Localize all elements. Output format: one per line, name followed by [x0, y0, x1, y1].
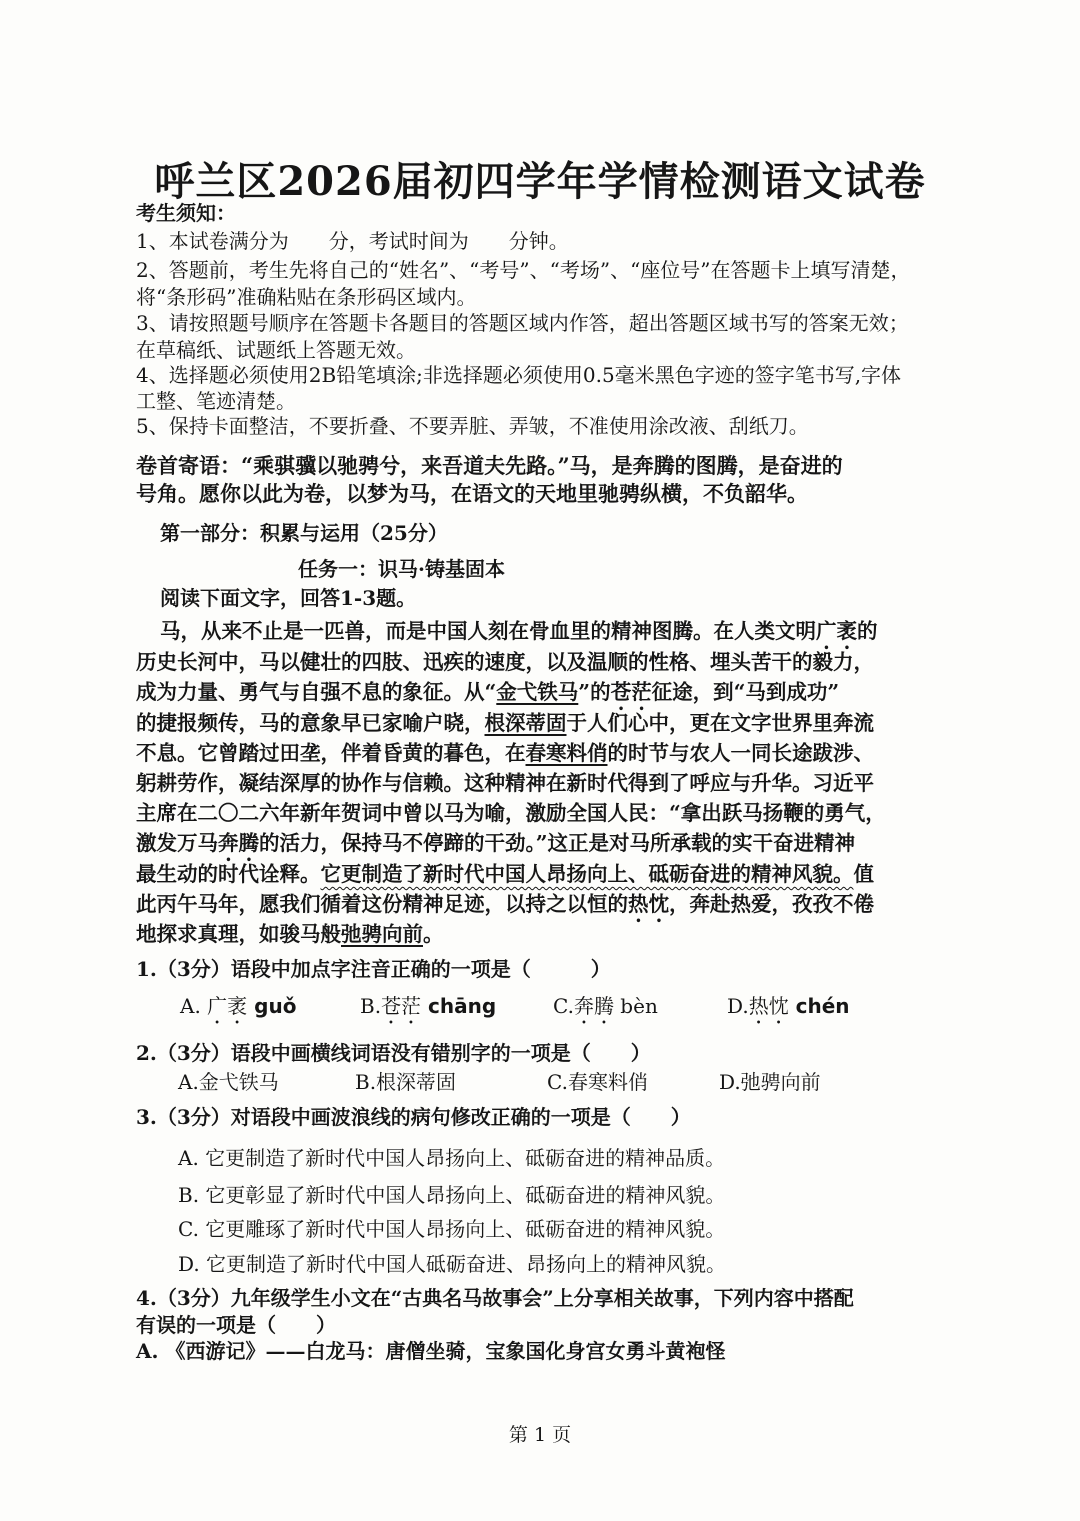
- passage-text: 的捷报频传，马的意象早已家喻户晓，: [136, 711, 485, 735]
- passage-line: [136, 740, 874, 766]
- q2-option-b: B.根深蒂固: [355, 1070, 457, 1094]
- part-heading: 第一部分：积累与运用（25分）: [160, 521, 448, 545]
- motto-line: 号角。愿你以此为卷，以梦为马，在语文的天地里驰骋纵横，不负韶华。: [136, 481, 808, 506]
- passage-text: 此丙午马年，愿我们循着这份精神足迹，以持之以恒的: [136, 892, 628, 916]
- q3-option-b: B. 它更彰显了新时代中国人昂扬向上、砥砺奋进的精神风貌。: [178, 1183, 726, 1207]
- passage-text: 的活力，保持马不停蹄的干劲。”这正是对马所承载的实干奋进精神: [259, 831, 856, 855]
- notice-item: 将“条形码”准确粘贴在条形码区域内。: [136, 285, 477, 309]
- underlined-word: 春寒料俏: [525, 741, 608, 765]
- dotted-word: 广袤: [816, 619, 857, 643]
- passage-text: 于人们心中，更在文字世界里奔流: [566, 711, 874, 735]
- notice-item: 在草稿纸、试题纸上答题无效。: [136, 338, 416, 362]
- underlined-word: 根深蒂固: [484, 711, 567, 735]
- q3-option-d: D. 它更制造了新时代中国人砥砺奋进、昂扬向上的精神风貌。: [178, 1252, 727, 1276]
- wavy-underlined-sentence: 它更制造了新时代中国人昂扬向上、砥砺奋进的精神风貌。: [320, 862, 854, 886]
- option-word: 奔腾: [573, 994, 614, 1018]
- passage-text: 不息。它曾踏过田垄，伴着昏黄的暮色，在: [136, 741, 526, 765]
- q2-option-c: C.春寒料俏: [547, 1070, 648, 1094]
- underlined-word: 金弋铁马: [496, 680, 579, 704]
- passage-text: 。: [423, 922, 444, 946]
- option-word: 热忱: [748, 994, 789, 1018]
- motto-line: 卷首寄语：“乘骐骥以驰骋兮，来吾道夫先路。”马，是奔腾的图腾，是奋进的: [136, 453, 843, 478]
- passage-line: [136, 710, 874, 736]
- passage-text: 成为力量、勇气与自强不息的象征。从“: [136, 680, 497, 704]
- passage-line: 躬耕劳作，凝结深厚的协作与信赖。这种精神在新时代得到了呼应与升华。习近平: [136, 771, 874, 795]
- notice-item: 工整、笔迹清楚。: [136, 389, 296, 413]
- page-number: 第 1 页: [508, 1424, 572, 1446]
- q3-option-c: C. 它更雕琢了新时代中国人昂扬向上、砥砺奋进的精神风貌。: [178, 1217, 726, 1241]
- option-pinyin: bèn: [613, 994, 658, 1018]
- q4-option-a: A. 《西游记》——白龙马：唐僧坐骑，宝象国化身宫女勇斗黄袍怪: [136, 1339, 726, 1363]
- passage-text: ”的: [578, 680, 611, 704]
- question-1-stem: 1.（3分）语段中加点字注音正确的一项是（ ）: [136, 957, 611, 981]
- notice-heading: 考生须知：: [136, 201, 236, 225]
- passage-line: [136, 921, 444, 947]
- reading-instruction: 阅读下面文字，回答1-3题。: [160, 586, 417, 610]
- passage-text: ，奔赴热爱，孜孜不倦: [669, 892, 874, 916]
- passage-line: [136, 861, 874, 887]
- passage-line: 主席在二〇二六年新年贺词中曾以马为喻，激励全国人民：“拿出跃马扬鞭的勇气，: [136, 801, 886, 825]
- dotted-word: 苍茫: [610, 680, 652, 704]
- option-pinyin: chāng: [421, 994, 497, 1018]
- question-4-stem: 4.（3分）九年级学生小文在“古典名马故事会”上分享相关故事，下列内容中搭配: [136, 1286, 854, 1310]
- task-heading: 任务一：识马·铸基固本: [298, 557, 505, 581]
- option-letter: D.: [727, 994, 749, 1018]
- passage-text: 值: [853, 862, 874, 886]
- notice-item: 2、答题前，考生先将自己的“姓名”、“考号”、“考场”、“座位号”在答题卡上填写清楚，: [136, 258, 911, 282]
- passage-text: 的时节与农人一同长途跋涉、: [607, 741, 874, 765]
- passage-text: 地探求真理，如骏马般: [136, 922, 341, 946]
- option-pinyin: chén: [788, 994, 850, 1018]
- q1-option-d: [727, 990, 850, 1029]
- option-letter: A.: [180, 994, 208, 1018]
- option-word: 广袤: [207, 994, 248, 1018]
- question-3-stem: 3.（3分）对语段中画波浪线的病句修改正确的一项是（ ）: [136, 1105, 691, 1129]
- q1-option-c: [553, 990, 658, 1029]
- q2-option-d: D.弛骋向前: [719, 1070, 821, 1094]
- question-2-stem: 2.（3分）语段中画横线词语没有错别字的一项是（ ）: [136, 1041, 651, 1065]
- passage-text: 最生动的时代诠释。: [136, 862, 321, 886]
- passage-text: 激发万马: [136, 831, 218, 855]
- passage-line: 历史长河中，马以健壮的四肢、迅疾的速度，以及温顺的性格、埋头苦干的毅力，: [136, 650, 874, 674]
- passage-text: 的: [857, 619, 878, 643]
- q2-option-a: A.金弋铁马: [178, 1070, 279, 1094]
- dotted-word: 奔腾: [218, 831, 259, 855]
- notice-item: 5、保持卡面整洁，不要折叠、不要弄脏、弄皱，不准使用涂改液、刮纸刀。: [136, 414, 809, 438]
- passage-text: 征途，到“马到成功”: [651, 680, 840, 704]
- dotted-word: 热忱: [628, 892, 669, 916]
- notice-item: 3、请按照题号顺序在答题卡各题目的答题区域内作答，超出答题区域书写的答案无效；: [136, 311, 909, 335]
- q1-option-a: [180, 990, 296, 1029]
- option-letter: C.: [553, 994, 574, 1018]
- exam-title: 呼兰区2026届初四学年学情检测语文试卷: [154, 158, 926, 205]
- underlined-word: 弛骋向前: [341, 922, 423, 946]
- option-pinyin: guǒ: [247, 994, 297, 1018]
- passage-text: 马，从来不止是一匹兽，而是中国人刻在骨血里的精神图腾。在人类文明: [160, 619, 816, 643]
- q3-option-a: A. 它更制造了新时代中国人昂扬向上、砥砺奋进的精神品质。: [178, 1146, 726, 1170]
- notice-item: 4、选择题必须使用2B铅笔填涂;非选择题必须使用0.5毫米黑色字迹的签字笔书写,字体: [136, 363, 902, 387]
- q1-option-b: [360, 990, 496, 1029]
- option-letter: B.: [360, 994, 382, 1018]
- option-word: 苍茫: [381, 994, 422, 1018]
- notice-item: 1、本试卷满分为 分，考试时间为 分钟。: [136, 229, 569, 253]
- question-4-stem: 有误的一项是（ ）: [136, 1313, 336, 1337]
